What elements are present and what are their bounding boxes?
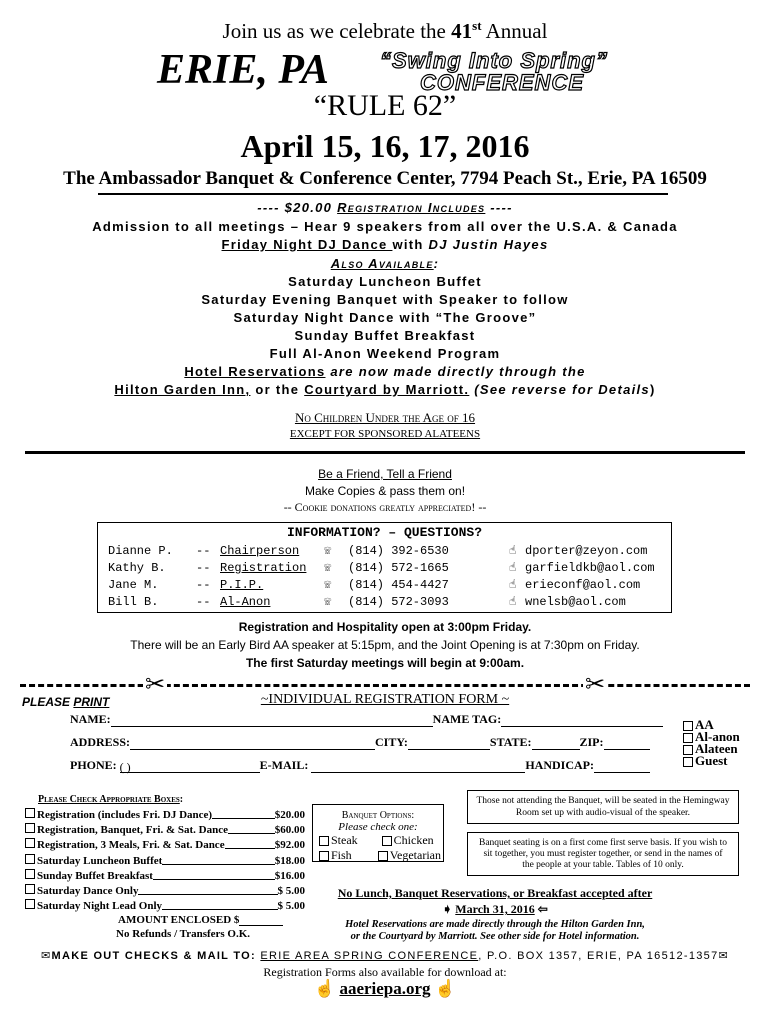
item-banquet: Saturday Evening Banquet with Speaker to follow (201, 292, 569, 307)
form-title: ~INDIVIDUAL REGISTRATION FORM ~ (260, 692, 510, 707)
option-row[interactable]: Registration, 3 Meals, Fri. & Sat. Dance $92.00 (25, 838, 305, 853)
checkbox[interactable] (683, 733, 693, 743)
group-alateen[interactable]: Alateen (683, 743, 740, 755)
contact-table (108, 542, 661, 610)
handicap-label: HANDICAP: (525, 758, 595, 772)
refunds-note: No Refunds / Transfers O.K. (116, 928, 251, 940)
amount-field[interactable] (239, 915, 283, 926)
hotel-note-1: Hotel Reservations are made directly through the Hilton Garden Inn, (345, 919, 645, 930)
scissors-icon: ✂ (585, 672, 606, 698)
not-attending-box: Those not attending the Banquet, will be seated in the Hemingway Room set up with audio-visual of the speaker. (467, 790, 739, 824)
no-children: No Children Under the Age of 16 (294, 410, 476, 425)
group-alanon[interactable]: Al-anon (683, 731, 740, 743)
pointing-hand-icon: ☝ (434, 979, 456, 998)
checkbox[interactable] (25, 869, 35, 879)
left-arrow-icon: ⇦ (537, 902, 548, 916)
contact-row (108, 559, 661, 576)
contact-row (108, 576, 661, 593)
except-alateens: EXCEPT FOR SPONSORED ALATEENS (289, 428, 481, 440)
banquet-sub: Please check one: (338, 821, 418, 833)
checkbox[interactable] (319, 836, 329, 846)
phone-row (70, 758, 650, 773)
contact-dash: -- (196, 543, 211, 558)
swing-title: “Swing Into Spring” (380, 48, 608, 73)
pointing-hand-icon: ☝ (509, 561, 517, 575)
option-row[interactable]: Saturday Night Lead Only $ 5.00 (25, 899, 305, 914)
address-field[interactable] (130, 737, 375, 750)
conference-title: CONFERENCE (420, 70, 585, 95)
group-guest[interactable]: Guest (683, 755, 740, 767)
rule-title: “RULE 62” (313, 89, 457, 122)
contact-phone: (814) 392-6530 (348, 543, 449, 558)
phone-icon: ☏ (324, 544, 332, 558)
group-checkboxes (683, 719, 740, 767)
pointing-hand-icon: ☝ (509, 595, 517, 609)
city-field[interactable] (408, 737, 490, 750)
phone-icon: ☏ (324, 561, 332, 575)
event-dates: April 15, 16, 17, 2016 (240, 128, 530, 164)
zip-label: ZIP: (579, 735, 604, 749)
phone-field[interactable]: ( ) (120, 760, 260, 773)
item-alanon: Full Al-Anon Weekend Program (269, 346, 501, 361)
contact-name: Bill B. (108, 594, 159, 609)
cookie-line: -- Cookie donations greatly appreciated! -- (283, 500, 487, 514)
pointing-hand-icon: ☝ (509, 578, 517, 592)
checkbox[interactable] (683, 721, 693, 731)
banquet-options-box (312, 804, 444, 862)
chicken-option[interactable]: Chicken (393, 833, 434, 847)
city-label: CITY: (375, 735, 408, 749)
phone-label: PHONE: (70, 758, 117, 772)
hotel-note-2: or the Courtyard by Marriott. See other side for Hotel information. (350, 931, 640, 942)
divider (25, 451, 745, 454)
name-row (70, 712, 663, 727)
contact-dash: -- (196, 594, 211, 609)
option-row[interactable]: Saturday Luncheon Buffet $18.00 (25, 854, 305, 869)
hotel-names-line: Hilton Garden Inn, or the Courtyard by Marriott. (See reverse for Details) (114, 382, 656, 397)
checkbox[interactable] (683, 745, 693, 755)
schedule-line-3: The first Saturday meetings will begin at 9:00am. (245, 656, 525, 670)
contact-phone: (814) 454-4427 (348, 577, 449, 592)
contact-role: Al-Anon (220, 594, 271, 609)
includes-title: ---- $20.00 Registration Includes ---- (257, 200, 513, 215)
pointing-hand-icon: ☝ (314, 979, 336, 998)
mail-line: ✉MAKE OUT CHECKS & MAIL TO: ERIE AREA SPRING CONFERENCE, P.O. BOX 1357, ERIE, PA 16512-1357✉ (40, 950, 730, 962)
checkbox[interactable] (25, 854, 35, 864)
contact-phone: (814) 572-1665 (348, 560, 449, 575)
envelope-icon: ✉ (718, 950, 730, 962)
contact-email[interactable]: erieconf@aol.com (525, 577, 641, 592)
item-dance: Saturday Night Dance with “The Groove” (233, 310, 537, 325)
contact-name: Kathy B. (108, 560, 166, 575)
info-title: INFORMATION? – QUESTIONS? (286, 525, 483, 540)
venue-line: The Ambassador Banquet & Conference Center, 7794 Peach St., Erie, PA 16509 (63, 168, 707, 189)
contact-email[interactable]: dporter@zeyon.com (525, 543, 648, 558)
intro-line: Join us as we celebrate the 41st Annual (222, 18, 548, 43)
info-box (97, 522, 672, 613)
meal-row (313, 848, 443, 863)
contact-name: Dianne P. (108, 543, 173, 558)
checkbox[interactable] (319, 851, 329, 861)
pointing-hand-icon: ☝ (509, 544, 517, 558)
contact-role: Registration (220, 560, 307, 575)
please-print: PLEASE PRINT (22, 695, 110, 709)
checkbox[interactable] (25, 808, 35, 818)
scissors-icon: ✂ (145, 672, 166, 698)
vegetarian-option[interactable]: Vegetarian (389, 848, 441, 862)
item-luncheon: Saturday Luncheon Buffet (288, 274, 482, 289)
also-available: Also Available: (330, 256, 440, 271)
hotel-line: Hotel Reservations are now made directly through the (184, 364, 586, 379)
state-label: STATE: (489, 735, 532, 749)
handicap-field[interactable] (594, 760, 650, 773)
checkbox[interactable] (382, 836, 392, 846)
check-title: Please Check Appropriate Boxes: (38, 794, 184, 805)
envelope-icon: ✉ (40, 950, 52, 962)
checkbox[interactable] (25, 899, 35, 909)
email-field[interactable] (311, 760, 525, 773)
contact-email[interactable]: wnelsb@aol.com (525, 594, 626, 609)
checkbox[interactable] (378, 851, 388, 861)
contact-dash: -- (196, 560, 211, 575)
city-title: ERIE, PA (157, 47, 329, 93)
admission-line: Admission to all meetings – Hear 9 speakers from all over the U.S.A. & Canada (92, 219, 678, 234)
option-row[interactable]: Registration (includes Fri. DJ Dance) $20.00 (25, 808, 305, 823)
dance-line: Friday Night DJ Dance with DJ Justin Hayes (221, 237, 549, 252)
fish-option[interactable]: Fish (331, 848, 352, 862)
checkbox[interactable] (683, 757, 693, 767)
schedule-line-1: Registration and Hospitality open at 3:00pm Friday. (238, 620, 532, 634)
deadline-line: ➧ March 31, 2016 ⇦ (442, 902, 548, 916)
state-field[interactable] (532, 737, 580, 750)
contact-phone: (814) 572-3093 (348, 594, 449, 609)
download-line: Registration Forms also available for download at: (263, 965, 507, 979)
contact-role: P.I.P. (220, 577, 264, 592)
meal-row (313, 833, 443, 848)
site-line (0, 979, 770, 999)
nametag-label: NAME TAG: (432, 712, 502, 726)
options-list (25, 808, 305, 914)
checkbox[interactable] (25, 838, 35, 848)
divider (98, 193, 668, 195)
address-row (70, 735, 650, 750)
contact-email[interactable]: garfieldkb@aol.com (525, 560, 655, 575)
contact-role: Chairperson (220, 543, 300, 558)
amount-enclosed: AMOUNT ENCLOSED $ (118, 914, 283, 926)
email-label: E-MAIL: (259, 758, 309, 772)
item-breakfast: Sunday Buffet Breakfast (294, 328, 476, 343)
phone-icon: ☏ (324, 578, 332, 592)
schedule-line-2: There will be an Early Bird AA speaker at 5:15pm, and the Joint Opening is at 7:30pm on Friday. (130, 638, 640, 652)
nametag-field[interactable] (501, 714, 663, 727)
option-row[interactable]: Sunday Buffet Breakfast $16.00 (25, 869, 305, 884)
option-row[interactable]: Saturday Dance Only $ 5.00 (25, 884, 305, 899)
zip-field[interactable] (604, 737, 650, 750)
steak-option[interactable]: Steak (331, 833, 358, 847)
banquet-title: Banquet Options: (341, 810, 415, 821)
option-row[interactable]: Registration, Banquet, Fri. & Sat. Dance $60.00 (25, 823, 305, 838)
contact-dash: -- (196, 577, 211, 592)
friend-line: Be a Friend, Tell a Friend (318, 467, 452, 481)
site-link[interactable]: aaeriepa.org (339, 979, 431, 998)
cut-line (20, 684, 750, 687)
name-label: NAME: (70, 712, 111, 726)
contact-row (108, 593, 661, 610)
phone-icon: ☏ (324, 595, 332, 609)
address-label: ADDRESS: (70, 735, 131, 749)
no-lunch-note: No Lunch, Banquet Reservations, or Breakfast accepted after (337, 886, 653, 900)
group-aa[interactable]: AA (683, 719, 740, 731)
copies-line: Make Copies & pass them on! (304, 484, 466, 498)
contact-name: Jane M. (108, 577, 159, 592)
seating-box: Banquet seating is on a first come first serve basis. If you wish to sit together, you must register together, or send in the names of the people at your table. Tables of 10 only. (467, 832, 739, 876)
right-arrow-icon: ➧ (442, 902, 453, 916)
name-field[interactable] (111, 714, 433, 727)
checkbox[interactable] (25, 884, 35, 894)
checkbox[interactable] (25, 823, 35, 833)
contact-row (108, 542, 661, 559)
